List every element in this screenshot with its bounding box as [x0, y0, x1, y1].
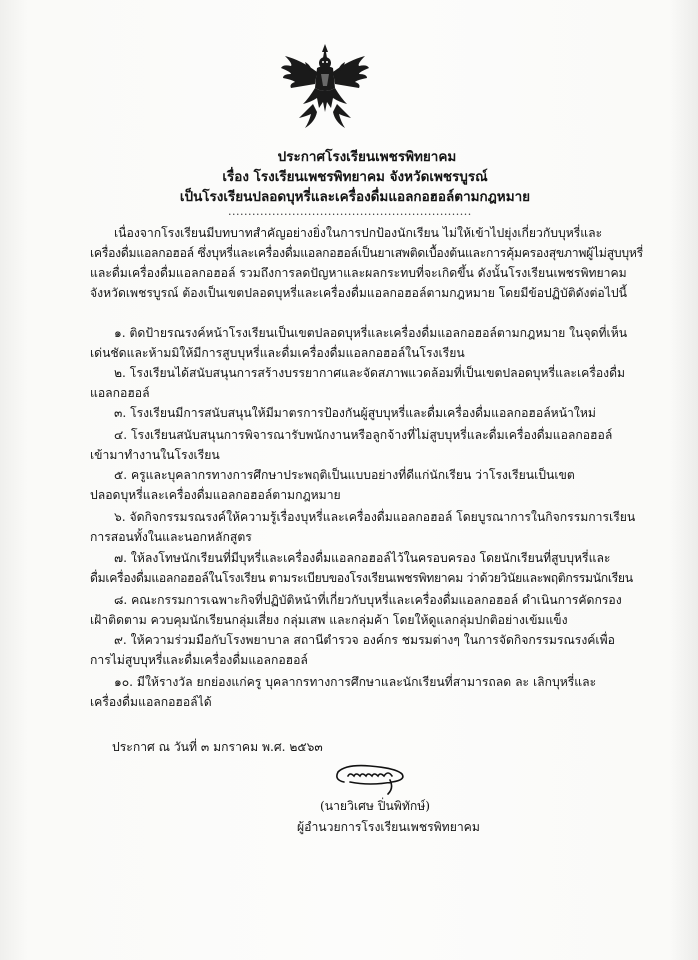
list-item-line: เครื่องดื่มแอลกอฮอล์ได้ [90, 695, 212, 709]
announcement-subject: เรื่อง โรงเรียนเพชรพิทยาคม จังหวัดเพชรบูรณ์ [222, 169, 488, 185]
list-item [90, 403, 595, 423]
list-item-line: ๘. คณะกรรมการเฉพาะกิจที่ปฏิบัติหน้าที่เกี่ยวกับบุหรี่และเครื่องดื่มแอลกอฮอล์ ดำเนินการคัดกรอง [114, 593, 622, 607]
signer-position: ผู้อำนวยการโรงเรียนเพชรพิทยาคม [297, 820, 480, 834]
garuda-emblem [279, 42, 371, 130]
list-item [90, 630, 615, 670]
list-item-line: ๑๐. มีให้รางวัล ยกย่องแก่ครู บุคลากรทางการศึกษาและนักเรียนที่สามารถลด ละ เลิกบุหรี่และ [114, 675, 597, 689]
list-item-line: ดื่มเครื่องดื่มแอลกอฮอล์ในโรงเรียน ตามระเบียบของโรงเรียนเพชรพิทยาคม ว่าด้วยวินัยและพฤติกรรมนักเรียน [90, 571, 633, 585]
intro-line: และดื่มเครื่องดื่มแอลกอฮอล์ รวมถึงการลดปัญหาและผลกระทบที่จะเกิดขึ้น ดังนั้นโรงเรียนเพชรพิทยาคม [90, 266, 627, 280]
announcement-title: ประกาศโรงเรียนเพชรพิทยาคม [277, 149, 457, 165]
list-item-line: เฝ้าติดตาม ควบคุมนักเรียนกลุ่มเสี่ยง กลุ่มเสพ และกลุ่มค้า โดยให้ดูแลกลุ่มปกติอย่างเข้มแข็ง [90, 613, 568, 627]
list-item-line: ๒. โรงเรียนได้สนับสนุนการสร้างบรรยากาศและจัดสภาพแวดล้อมที่เป็นเขตปลอดบุหรี่และเครื่องดื่ม [114, 366, 626, 380]
list-item [90, 323, 628, 363]
list-item-line: ๓. โรงเรียนมีการสนับสนุนให้มีมาตรการป้องกันผู้สูบบุหรี่และดื่มเครื่องดื่มแอลกอฮอล์หน้าใหม่ [114, 406, 596, 420]
signer-name: (นายวิเศษ ปิ่นพิทักษ์) [320, 799, 431, 813]
intro-paragraph [90, 223, 643, 303]
list-item [90, 590, 622, 630]
list-item-line: การไม่สูบบุหรี่และดื่มเครื่องดื่มแอลกอฮอล์ [90, 653, 308, 667]
list-item-line: ๙. ให้ความร่วมมือกับโรงพยาบาล สถานีตำรวจ องค์กร ชมรมต่างๆ ในการจัดกิจกรรมรณรงค์เพื่อ [114, 633, 615, 647]
list-item [90, 465, 595, 505]
list-item-line: เข้ามาทำงานในโรงเรียน [90, 448, 220, 462]
intro-line: เครื่องดื่มแอลกอฮอล์ ซึ่งบุหรี่และเครื่องดื่มแอลกอฮอล์เป็นยาเสพติดเบื้องต้นและการคุ้มครองสุขภาพผู้ไม่สูบบุหรี่ [90, 246, 643, 260]
list-item [90, 548, 633, 588]
list-item-line: แอลกอฮอล์ [90, 386, 150, 400]
list-item-line: เด่นชัดและห้ามมิให้มีการสูบบุหรี่และดื่มเครื่องดื่มแอลกอฮอล์ในโรงเรียน [90, 346, 465, 360]
list-item-line: ๑. ติดป้ายรณรงค์หน้าโรงเรียนเป็นเขตปลอดบุหรี่และเครื่องดื่มแอลกอฮอล์ตามกฎหมาย ในจุดที่เห็น [114, 326, 628, 340]
handwritten-signature [330, 760, 410, 796]
list-item-line: ๗. ให้ลงโทษนักเรียนที่มีบุหรี่และเครื่องดื่มแอลกอฮอล์ไว้ในครอบครอง โดยนักเรียนที่สูบบุหรี่และ [114, 551, 611, 565]
list-item-line: ๔. โรงเรียนสนับสนุนการพิจารณารับพนักงานหรือลูกจ้างที่ไม่สูบบุหรี่และดื่มเครื่องดื่มแอลกอฮอล์ [114, 428, 613, 442]
list-item-line: ปลอดบุหรี่และเครื่องดื่มแอลกอฮอล์ตามกฎหมาย [90, 488, 341, 502]
list-item [90, 425, 613, 465]
list-item [90, 672, 595, 712]
list-item-line: การสอนทั้งในและนอกหลักสูตร [90, 530, 252, 544]
list-item-line: ๖. จัดกิจกรรมรณรงค์ให้ความรู้เรื่องบุหรี่และเครื่องดื่มแอลกอฮอล์ โดยบูรณาการในกิจกรรมการเรียน [114, 510, 636, 524]
intro-line: จังหวัดเพชรบูรณ์ ต้องเป็นเขตปลอดบุหรี่และเครื่องดื่มแอลกอฮอล์ตามกฎหมาย โดยมีข้อปฏิบัติดังต่อไปนี้ [90, 286, 627, 300]
list-item-line: ๕. ครูและบุคลากรทางการศึกษาประพฤติเป็นแบบอย่างที่ดีแก่นักเรียน ว่าโรงเรียนเป็นเขต [114, 468, 575, 482]
announcement-subtitle: เป็นโรงเรียนปลอดบุหรี่และเครื่องดื่มแอลกอฮอล์ตามกฎหมาย [179, 189, 531, 205]
list-item [90, 507, 636, 547]
list-item [90, 363, 626, 403]
dotted-divider: ............................................................. [228, 205, 472, 218]
intro-line: เนื่องจากโรงเรียนมีบทบาทสำคัญอย่างยิ่งในการปกป้องนักเรียน ไม่ให้เข้าไปยุ่งเกี่ยวกับบุหรี่และ [114, 226, 603, 240]
announcement-date: ประกาศ ณ วันที่ ๓ มกราคม พ.ศ. ๒๕๖๓ [112, 740, 323, 754]
